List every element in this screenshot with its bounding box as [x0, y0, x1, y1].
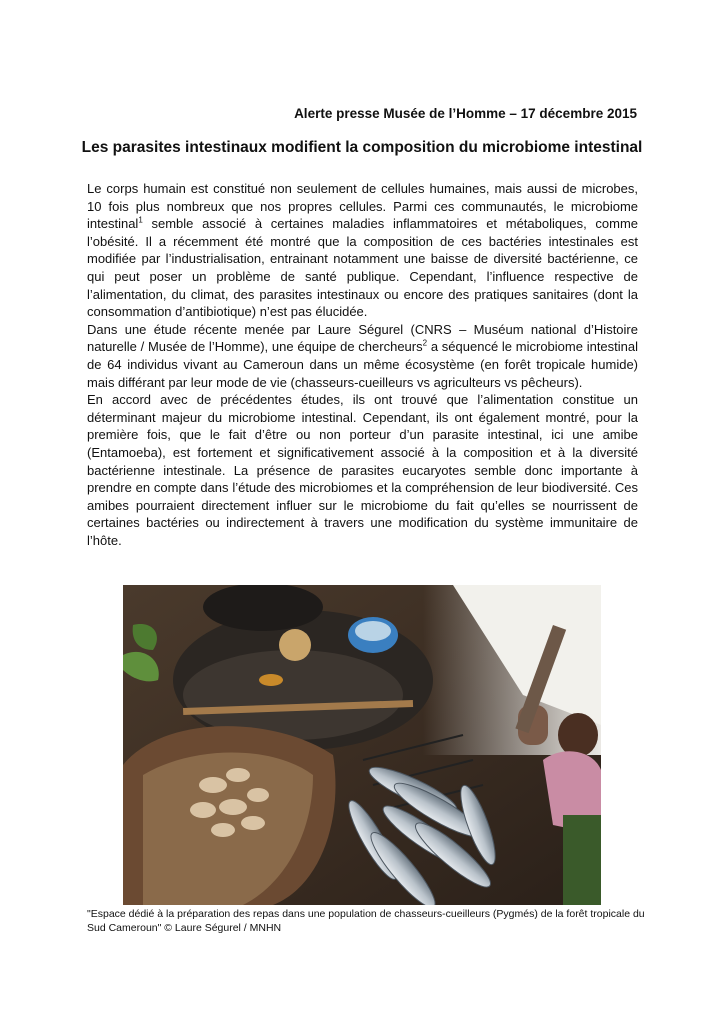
press-alert-header: Alerte presse Musée de l’Homme – 17 décembre 2015	[294, 106, 637, 121]
paragraph-1	[87, 180, 638, 321]
photo-caption: "Espace dédié à la préparation des repas dans une population de chasseurs-cueilleurs (Pygmés) de la forêt tropicale du Sud Cameroun" © Laure Ségurel / MNHN	[87, 908, 645, 934]
footnote-ref-1: 1	[138, 215, 143, 225]
photo-illustration	[123, 585, 601, 905]
paragraph-2-text-b: a séquencé le microbiome intestinal de 64 individus vivant au Cameroun dans un même écosystème (en forêt tropicale humide) mais différant par leur mode de vie (chasseurs-cueilleurs vs agriculteurs vs pêcheurs).	[87, 339, 639, 390]
page-title: Les parasites intestinaux modifient la composition du microbiome intestinal	[81, 139, 643, 156]
footnote-ref-2: 2	[422, 339, 428, 349]
paragraph-2	[87, 321, 638, 391]
paragraph-1-text-a: Le corps humain est constitué non seulement de cellules humaines, mais aussi de microbes, 10 fois plus nombreux que nos propres cellules. Parmi ces communautés, le microbiome intestinal	[87, 181, 638, 232]
article-body	[87, 180, 638, 549]
paragraph-1-text-b: semble associé à certaines maladies inflammatoires et métaboliques, comme l’obésité. Il a récemment été montré que la composition de ces bactéries intestinales est modifiée par l’industrialisation, entrainant notamment une baisse de diversité bactérienne, ce qui peut poser un problème de santé publique. Cependant, l’influence respective de l’alimentation, du climat, des parasites intestinaux ou encore des pratiques sanitaires (dont la consommation d’antibiotique) n’est pas élucidée.	[87, 216, 638, 320]
food-preparation-photo	[123, 585, 601, 905]
paragraph-3: En accord avec de précédentes études, ils ont trouvé que l’alimentation constitue un déterminant majeur du microbiome intestinal. Cependant, ils ont également montré, pour la première fois, que le fait d’être ou non porteur d’un parasite intestinal, ici une amibe (Entamoeba), est fortement et significativement associé à la composition et à la diversité bactérienne intestinale. La présence de parasites eucaryotes semble donc importante à prendre en compte dans l’étude des microbiomes et la compréhension de leur biodiversité. Ces amibes pourraient directement influer sur le microbiome du fait qu’elles se nourrissent de certaines bactéries ou indirectement à travers une modification du système immunitaire de l’hôte.	[87, 392, 638, 548]
paragraph-2-text-a: Dans une étude récente menée par Laure Ségurel (CNRS – Muséum national d’Histoire naturelle / Musée de l’Homme), une équipe de chercheurs	[87, 321, 638, 355]
